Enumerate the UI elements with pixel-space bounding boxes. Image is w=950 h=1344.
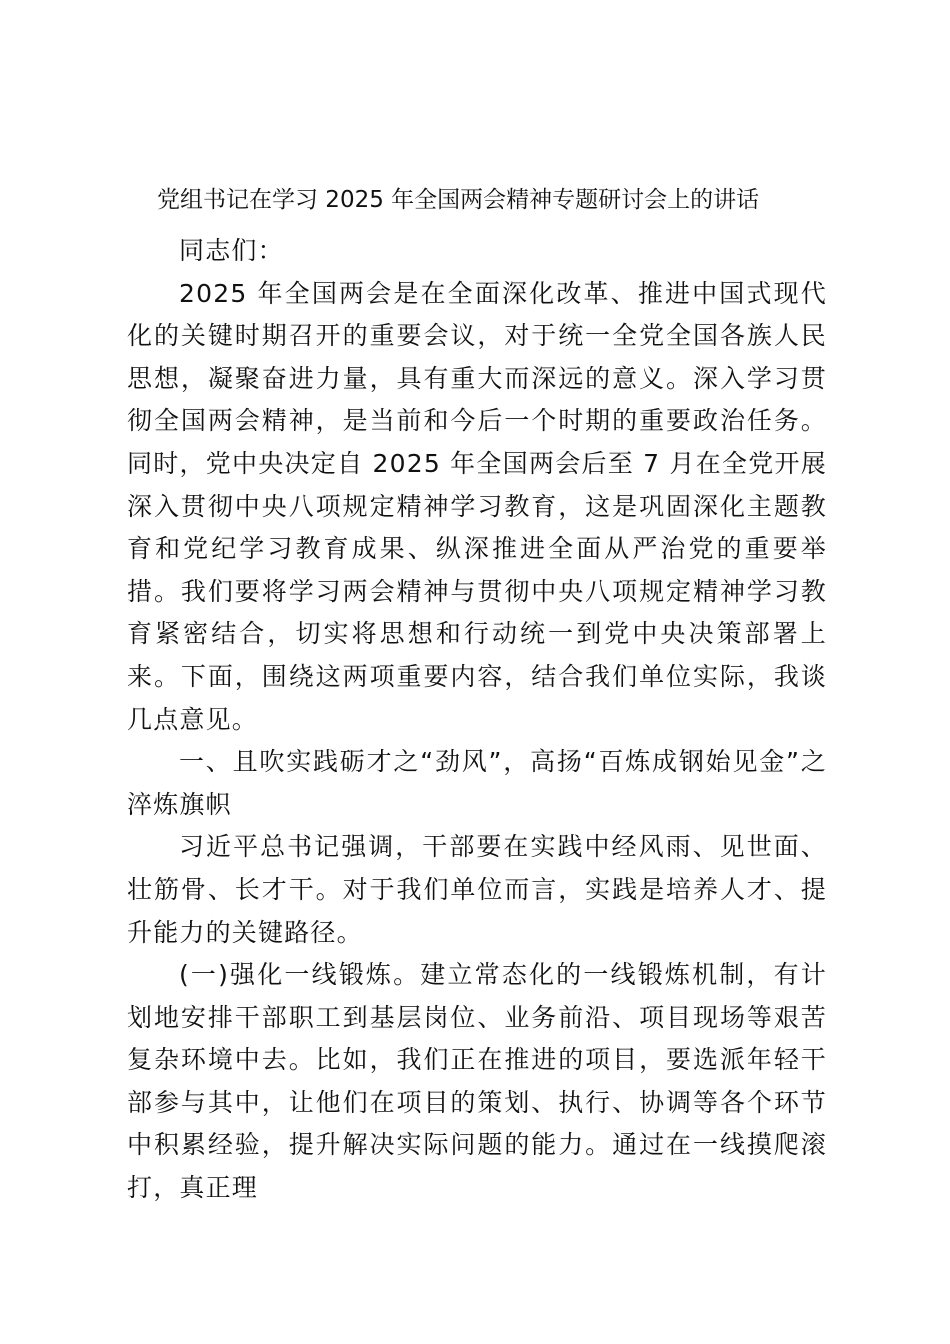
document-title: 党组书记在学习 2025 年全国两会精神专题研讨会上的讲话 bbox=[157, 187, 760, 213]
document-body bbox=[127, 230, 827, 1210]
paragraph-intro: 2025 年全国两会是在全面深化改革、推进中国式现代化的关键时期召开的重要会议，对于统一全党全国各族人民思想，凝聚奋进力量，具有重大而深远的意义。深入学习贯彻全国两会精神，是当前和今后一个时期的重要政治任务。同时，党中央决定自 2025 年全国两会后至 7 月在全党开展深入贯彻中央八项规定精神学习教育，这是巩固深化主题教育和党纪学习教育成果、纵深推进全面从严治党的重要举措。我们要将学习两会精神与贯彻中央八项规定精神学习教育紧密结合，切实将思想和行动统一到党中央决策部署上来。下面，围绕这两项重要内容，结合我们单位实际，我谈几点意见。 bbox=[127, 278, 827, 734]
salutation: 同志们： bbox=[179, 236, 284, 265]
paragraph-subsection-1: (一)强化一线锻炼。建立常态化的一线锻炼机制，有计划地安排干部职工到基层岗位、业务前沿、项目现场等艰苦复杂环境中去。比如，我们正在推进的项目，要选派年轻干部参与其中，让他们在项目的策划、执行、协调等各个环节中积累经验，提升解决实际问题的能力。通过在一线摸爬滚打，真正理 bbox=[127, 960, 827, 1203]
section-heading-1: 一、且吹实践砺才之“劲风”，高扬“百炼成钢始见金”之淬炼旗帜 bbox=[127, 747, 827, 819]
paragraph-section-1: 习近平总书记强调，干部要在实践中经风雨、见世面、壮筋骨、长才干。对于我们单位而言，实践是培养人才、提升能力的关键路径。 bbox=[127, 832, 827, 947]
